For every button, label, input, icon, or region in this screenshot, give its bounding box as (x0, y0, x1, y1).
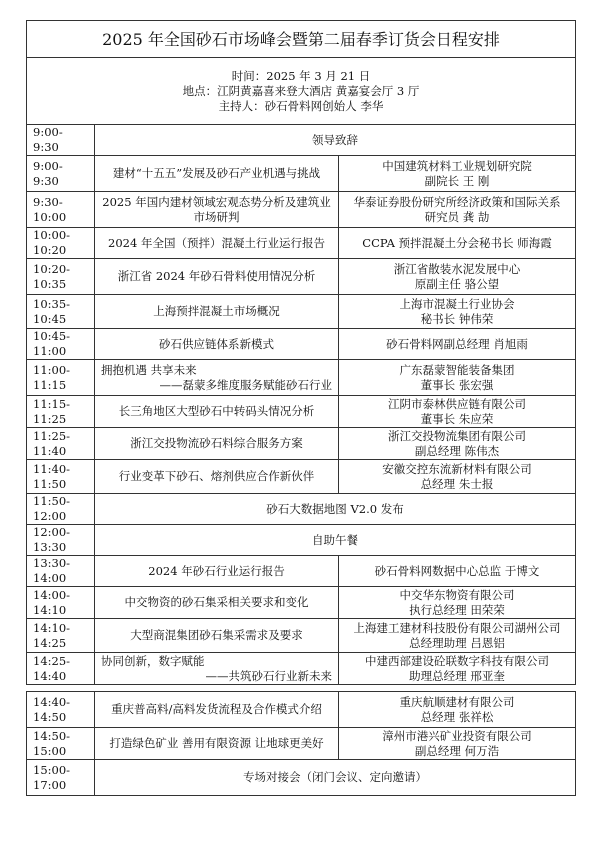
topic-cell: 建材“十五五”发展及砂石产业机遇与挑战 (95, 156, 339, 192)
time-cell: 12:00-13:30 (27, 525, 95, 556)
speaker-org: 漳州市港兴矿业投资有限公司 (382, 728, 532, 743)
speaker-name: 总经理助理 吕恩铝 (409, 635, 505, 650)
time-cell: 10:20-10:35 (27, 259, 95, 295)
topic-cell (95, 653, 339, 685)
schedule-row (27, 728, 576, 760)
speaker-name: 副总经理 何万浩 (414, 743, 500, 758)
topic-cell: 打造绿色矿业 善用有限资源 让地球更美好 (95, 728, 339, 760)
topic-cell: 2025 年国内建材领域宏观态势分析及建筑业市场研判 (95, 192, 339, 228)
topic-cell: 2024 年全国（预拌）混凝土行业运行报告 (95, 228, 339, 259)
speaker-cell (339, 619, 576, 653)
schedule-row (27, 460, 576, 494)
topic-subtitle: ——共筑砂石行业新未来 (205, 668, 332, 683)
time-cell: 14:40-14:50 (27, 692, 95, 728)
speaker-name: 董事长 张宏强 (420, 377, 494, 392)
schedule-row (27, 259, 576, 295)
speaker-cell (339, 360, 576, 396)
speaker-name: 总经理 朱士报 (420, 476, 494, 491)
speaker-cell (339, 228, 576, 259)
speaker-cell (339, 556, 576, 587)
speaker-cell (339, 192, 576, 228)
speaker-name: 副院长 王 刚 (424, 173, 490, 188)
topic-cell: 浙江省 2024 年砂石骨料使用情况分析 (95, 259, 339, 295)
schedule-row (27, 619, 576, 653)
time-cell: 10:35-10:45 (27, 295, 95, 329)
speaker-org: 江阴市泰林供应链有限公司 (388, 396, 526, 411)
schedule-rows (27, 125, 576, 796)
speaker-name: 砂石骨料网数据中心总监 于博文 (374, 563, 540, 578)
topic-cell: 重庆普高料/高料发货流程及合作模式介绍 (95, 692, 339, 728)
session-cell: 砂石大数据地图 V2.0 发布 (95, 494, 576, 525)
speaker-cell (339, 692, 576, 728)
time-cell: 13:30-14:00 (27, 556, 95, 587)
time-cell: 9:00-9:30 (27, 125, 95, 156)
schedule-row (27, 228, 576, 259)
speaker-cell (339, 728, 576, 760)
speaker-name: 原副主任 骆公望 (414, 276, 500, 291)
title-row (27, 21, 576, 58)
topic-cell (95, 360, 339, 396)
speaker-cell (339, 396, 576, 428)
time-cell: 9:00-9:30 (27, 156, 95, 192)
topic-cell: 大型商混集团砂石集采需求及要求 (95, 619, 339, 653)
speaker-name: 副总经理 陈伟杰 (414, 443, 500, 458)
speaker-name: 助理总经理 邢亚奎 (409, 668, 505, 683)
schedule-row (27, 494, 576, 525)
schedule-row (27, 556, 576, 587)
schedule-table (26, 20, 576, 796)
topic-cell: 中交物资的砂石集采相关要求和变化 (95, 587, 339, 619)
speaker-cell (339, 156, 576, 192)
topic-cell: 行业变革下砂石、熔剂供应合作新伙伴 (95, 460, 339, 494)
speaker-cell (339, 329, 576, 360)
topic-main: 协同创新，数字赋能 (101, 653, 205, 668)
speaker-cell (339, 653, 576, 685)
event-host: 主持人：砂石骨料网创始人 李华 (218, 98, 384, 113)
topic-cell: 砂石供应链体系新模式 (95, 329, 339, 360)
schedule-row (27, 428, 576, 460)
schedule-row (27, 525, 576, 556)
speaker-org: 中国建筑材料工业规划研究院 (382, 158, 532, 173)
info-row (27, 58, 576, 125)
speaker-org: 安徽交控东流新材料有限公司 (382, 461, 532, 476)
speaker-name: 总经理 张祥松 (420, 709, 494, 724)
gap-cell (27, 685, 576, 692)
schedule-row (27, 692, 576, 728)
speaker-name: 砂石骨料网副总经理 肖旭雨 (386, 336, 528, 351)
time-cell: 14:10-14:25 (27, 619, 95, 653)
session-cell: 自助午餐 (95, 525, 576, 556)
time-cell: 11:00-11:15 (27, 360, 95, 396)
topic-cell: 2024 年砂石行业运行报告 (95, 556, 339, 587)
speaker-cell (339, 428, 576, 460)
topic-cell: 上海预拌混凝土市场概况 (95, 295, 339, 329)
section-gap (27, 685, 576, 692)
time-cell: 14:25-14:40 (27, 653, 95, 685)
schedule-row (27, 156, 576, 192)
speaker-name: CCPA 预拌混凝土分会秘书长 师海霞 (362, 235, 552, 250)
speaker-cell (339, 295, 576, 329)
schedule-row (27, 295, 576, 329)
schedule-title: 2025 年全国砂石市场峰会暨第二届春季订货会日程安排 (27, 21, 576, 58)
speaker-org: 中交华东物资有限公司 (399, 587, 515, 602)
speaker-org: 中建西部建设砼联数字科技有限公司 (365, 653, 549, 668)
time-cell: 15:00-17:00 (27, 760, 95, 796)
time-cell: 9:30-10:00 (27, 192, 95, 228)
schedule-row (27, 396, 576, 428)
time-cell: 10:45-11:00 (27, 329, 95, 360)
session-cell: 专场对接会（闭门会议、定向邀请） (95, 760, 576, 796)
speaker-name: 董事长 朱应荣 (420, 411, 494, 426)
speaker-org: 上海市混凝土行业协会 (399, 296, 515, 311)
time-cell: 11:50-12:00 (27, 494, 95, 525)
topic-cell: 浙江交投物流砂石料综合服务方案 (95, 428, 339, 460)
speaker-org: 重庆航顺建材有限公司 (399, 694, 515, 709)
speaker-name: 研究员 龚 劼 (424, 209, 490, 224)
schedule-row (27, 587, 576, 619)
event-place: 地点：江阴黄嘉喜来登大酒店 黄嘉宴会厅 3 厅 (182, 83, 420, 98)
time-cell: 11:15-11:25 (27, 396, 95, 428)
schedule-row (27, 760, 576, 796)
speaker-org: 上海建工建材科技股份有限公司湖州公司 (353, 620, 561, 635)
time-cell: 14:00-14:10 (27, 587, 95, 619)
time-cell: 11:40-11:50 (27, 460, 95, 494)
schedule-row (27, 125, 576, 156)
speaker-org: 浙江交投物流集团有限公司 (388, 428, 526, 443)
speaker-cell (339, 460, 576, 494)
session-cell: 领导致辞 (95, 125, 576, 156)
event-time: 时间：2025 年 3 月 21 日 (231, 68, 371, 83)
schedule-page (26, 20, 576, 832)
speaker-name: 秘书长 钟伟荣 (420, 311, 494, 326)
speaker-name: 执行总经理 田荣荣 (409, 602, 505, 617)
speaker-org: 广东磊蒙智能装备集团 (399, 362, 515, 377)
schedule-row (27, 653, 576, 685)
event-info (27, 58, 576, 125)
speaker-cell (339, 587, 576, 619)
schedule-row (27, 192, 576, 228)
speaker-cell (339, 259, 576, 295)
topic-cell: 长三角地区大型砂石中转码头情况分析 (95, 396, 339, 428)
topic-subtitle: ——磊蒙多维度服务赋能砂石行业 (159, 377, 332, 392)
schedule-row (27, 360, 576, 396)
schedule-row (27, 329, 576, 360)
topic-main: 拥抱机遇 共享未来 (101, 362, 197, 377)
time-cell: 10:00-10:20 (27, 228, 95, 259)
speaker-org: 华泰证券股份研究所经济政策和国际关系 (353, 194, 561, 209)
time-cell: 14:50-15:00 (27, 728, 95, 760)
speaker-org: 浙江省散装水泥发展中心 (393, 261, 521, 276)
time-cell: 11:25-11:40 (27, 428, 95, 460)
